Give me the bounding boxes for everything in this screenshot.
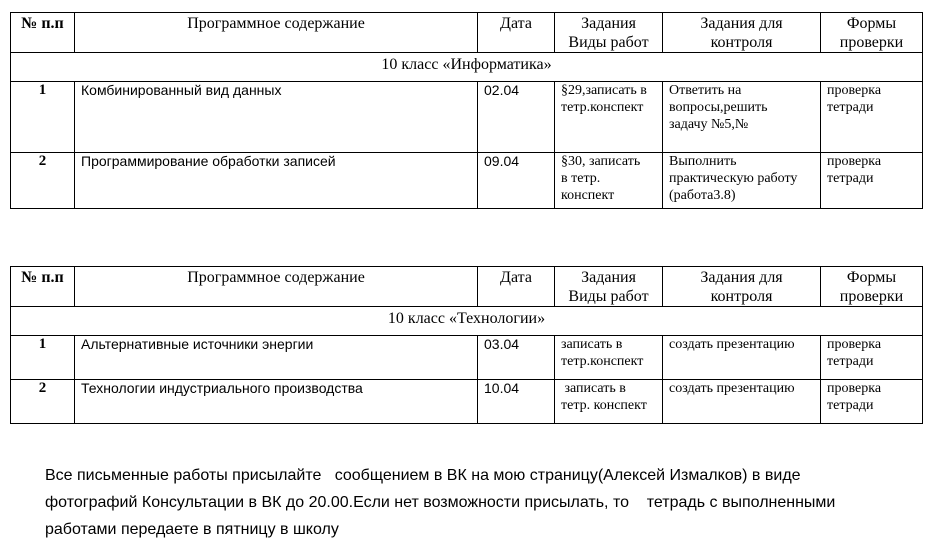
row-control: Ответить на вопросы,решить задачу №5,№ <box>663 82 821 153</box>
header-content: Программное содержание <box>75 267 478 307</box>
row-content: Программирование обработки записей <box>75 153 478 209</box>
header-date: Дата <box>478 267 555 307</box>
instructions-note <box>45 462 915 543</box>
row-check: проверка тетради <box>821 82 923 153</box>
row-content: Альтернативные источники энергии <box>75 336 478 380</box>
table-row <box>11 82 923 153</box>
header-num: № п.п <box>11 267 75 307</box>
section-row <box>11 307 923 336</box>
header-check: Формы проверки <box>821 13 923 53</box>
schedule-table-informatics <box>10 12 923 209</box>
row-content: Комбинированный вид данных <box>75 82 478 153</box>
row-num: 1 <box>11 82 75 153</box>
row-tasks: §29,записать в тетр.конспект <box>555 82 663 153</box>
header-row <box>11 13 923 53</box>
header-check: Формы проверки <box>821 267 923 307</box>
row-num: 2 <box>11 153 75 209</box>
note-line: Все письменные работы присылайте сообщением в ВК на мою страницу(Алексей Измалков) в виде <box>45 467 801 484</box>
table-row <box>11 153 923 209</box>
row-tasks: §30, записать в тетр. конспект <box>555 153 663 209</box>
note-line: работами передаете в пятницу в школу <box>45 521 339 538</box>
header-control: Задания для контроля <box>663 13 821 53</box>
row-date: 03.04 <box>478 336 555 380</box>
note-line: фотографий Консультации в ВК до 20.00.Если нет возможности присылать, то тетрадь с выполненными <box>45 494 836 511</box>
row-date: 09.04 <box>478 153 555 209</box>
row-control: Выполнить практическую работу (работа3.8) <box>663 153 821 209</box>
row-tasks: записать в тетр. конспект <box>555 380 663 424</box>
header-control: Задания для контроля <box>663 267 821 307</box>
header-date: Дата <box>478 13 555 53</box>
section-title: 10 класс «Технологии» <box>11 307 923 336</box>
section-row <box>11 53 923 82</box>
schedule-table-technology <box>10 266 923 424</box>
table-row <box>11 380 923 424</box>
row-content: Технологии индустриального производства <box>75 380 478 424</box>
row-num: 2 <box>11 380 75 424</box>
row-tasks: записать в тетр.конспект <box>555 336 663 380</box>
table-row <box>11 336 923 380</box>
header-row <box>11 267 923 307</box>
header-content: Программное содержание <box>75 13 478 53</box>
row-check: проверка тетради <box>821 380 923 424</box>
row-num: 1 <box>11 336 75 380</box>
header-tasks: Задания Виды работ <box>555 13 663 53</box>
row-control: создать презентацию <box>663 380 821 424</box>
row-check: проверка тетради <box>821 153 923 209</box>
row-control: создать презентацию <box>663 336 821 380</box>
row-date: 10.04 <box>478 380 555 424</box>
row-date: 02.04 <box>478 82 555 153</box>
header-tasks: Задания Виды работ <box>555 267 663 307</box>
section-title: 10 класс «Информатика» <box>11 53 923 82</box>
header-num: № п.п <box>11 13 75 53</box>
row-check: проверка тетради <box>821 336 923 380</box>
